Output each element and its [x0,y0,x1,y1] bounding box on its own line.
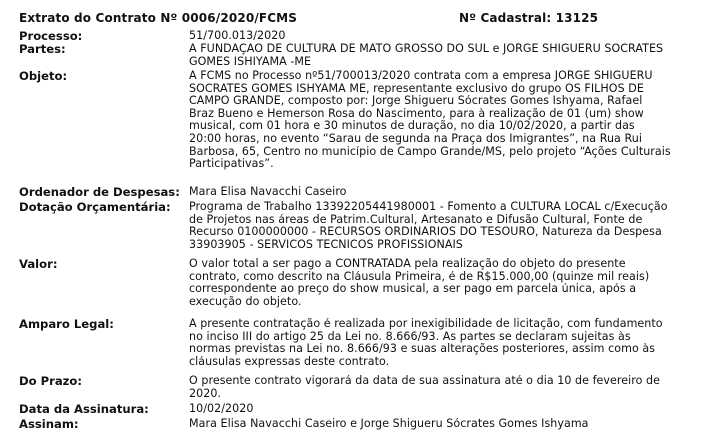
value-line: execução do objeto. [189,295,302,308]
value-line: Mara Elisa Navacchi Caseiro e Jorge Shigueru Sócrates Gomes Ishyama [189,418,589,430]
field-label: Assinam: [19,417,79,431]
field-value [189,375,697,400]
value-line: 2020. [189,387,222,400]
value-line: O presente contrato vigorará da data de sua assinatura até o dia 10 de fevereiro de [189,375,661,387]
value-line: 10/02/2020 [189,403,254,415]
field-label: Processo: [19,29,83,43]
value-line: Mara Elisa Navacchi Caseiro [189,186,347,198]
value-line: de Projetos nas áreas de Patrim.Cultural, Artesanato e Difusão Cultural, Fonte de [189,213,643,226]
value-line: A FUNDAÇÃO DE CULTURA DE MATO GROSSO DO SUL e JORGE SHIGUERU SOCRATES [189,43,664,55]
value-line: O valor total a ser pago a CONTRATADA pela realização do objeto do presente [189,258,626,270]
value-line: normas previstas na Lei no. 8.666/93 e suas alterações posteriores, assim como às [189,343,656,356]
value-line: contrato, como descrito na Cláusula Primeira, é de R$15.000,00 (quinze mil reais) [189,270,650,283]
field-label: Do Prazo: [19,374,83,388]
value-line: cláusulas expressas deste contrato. [189,355,390,368]
field-label: Data da Assinatura: [19,402,149,416]
value-line: no inciso III do artigo 25 da Lei no. 8.666/93. As partes se declaram sujeitas às [189,330,631,343]
value-line: 51/700.013/2020 [189,30,286,42]
value-line: Programa de Trabalho 13392205441980001 - Fomento a CULTURA LOCAL c/Execução [189,201,668,213]
field-value [189,201,697,251]
value-line: Barbosa, 65, Centro no município de Campo Grande/MS, pelo projeto “Ações Culturais [189,145,671,158]
value-line: Participativas”. [189,158,274,171]
field-value [189,43,697,68]
field-value [189,258,697,308]
field-label: Amparo Legal: [19,317,114,331]
field-label: Ordenador de Despesas: [19,185,180,199]
value-line: A FCMS no Processo nº51/700013/2020 contrata com a empresa JORGE SHIGUERU [189,70,653,82]
field-value [189,418,697,431]
value-line: SÓCRATES GOMES ISHYAMA ME, representante exclusivo do grupo OS FILHOS DE [189,82,644,95]
field-value [189,186,697,199]
value-line: musical, com 01 hora e 30 minutos de duração, no dia 10/02/2020, a partir das [189,120,635,133]
cadastral-number: Nº Cadastral: 13125 [459,11,599,25]
field-value [189,30,697,43]
contract-title: Extrato do Contrato Nº 0006/2020/FCMS [19,11,298,25]
value-line: Recurso 0100000000 - RECURSOS ORDINARIOS DO TESOURO, Natureza da Despesa [189,226,662,239]
field-value [189,403,697,416]
field-label: Dotação Orçamentária: [19,200,171,214]
value-line: A presente contratação é realizada por inexigibilidade de licitação, com fundamento [189,318,663,330]
value-line: CAMPO GRANDE, composto por: Jorge Shigueru Sócrates Gomes Ishyama, Rafael [189,95,643,108]
field-value [189,318,697,368]
value-line: 20:00 horas, no evento “Sarau de segunda na Praça dos Imigrantes”, na Rua Rui [189,132,642,145]
field-label: Objeto: [19,69,68,83]
contract-header [19,11,709,26]
value-line: Braz Bueno e Hemerson Rosa do Nascimento, para à realização de 01 (um) show [189,107,644,120]
value-line: 33903905 - SERVICOS TECNICOS PROFISSIONAIS [189,238,463,251]
field-label: Partes: [19,42,66,56]
field-value [189,70,697,171]
value-line: correspondente ao preço do show musical, a ser pago em parcela única, após a [189,283,637,296]
value-line: GOMES ISHIYAMA -ME [189,55,312,68]
field-label: Valor: [19,257,58,271]
